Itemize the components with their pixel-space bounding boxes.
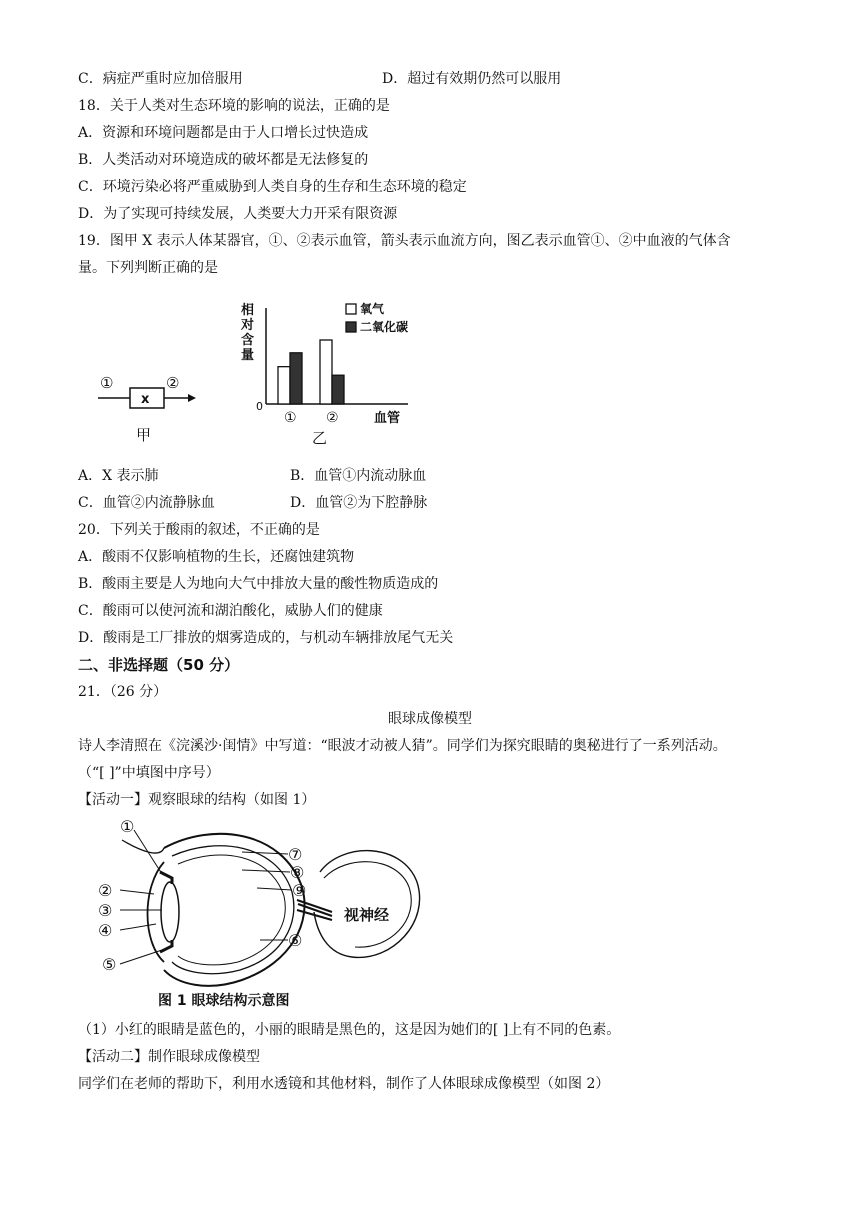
figure-1-caption: 图 1 眼球结构示意图 — [158, 993, 290, 1009]
q18-stem: 18．关于人类对生态环境的影响的说法，正确的是 — [78, 98, 390, 114]
q20-option-d: D．酸雨是工厂排放的烟雾造成的，与机动车辆排放尾气无关 — [78, 630, 454, 646]
eye-label-4: ④ — [98, 921, 113, 940]
x-axis-label: 血管 — [374, 411, 401, 426]
eye-label-6: ⑥ — [288, 931, 303, 950]
q18-option-d: D．为了实现可持续发展，人类要大力开采有限资源 — [78, 206, 398, 222]
section-heading: 二、非选择题（50 分） — [78, 656, 240, 674]
q21-number: 21．（26 分） — [78, 684, 168, 700]
bar-group — [278, 340, 344, 404]
optic-nerve-sheath — [314, 851, 420, 958]
q20-option-a: A．酸雨不仅影响植物的生长，还腐蚀建筑物 — [78, 549, 355, 565]
y-axis-label-char-3: 含 — [241, 333, 255, 348]
eye-label-9: ⑨ — [292, 881, 307, 900]
optic-nerve-label: 视神经 — [344, 906, 390, 924]
q18-option-c: C．环境污染必将严重威胁到人类自身的生存和生态环境的稳定 — [78, 179, 467, 195]
legend-oxygen-label: 氧气 — [360, 302, 385, 316]
bar-oxygen-vessel-1 — [278, 367, 290, 404]
q18-option-a: A．资源和环境问题都是由于人口增长过快造成 — [78, 125, 369, 141]
q21-activity2-desc: 同学们在老师的帮助下，利用水透镜和其他材料，制作了人体眼球成像模型（如图 2） — [78, 1076, 610, 1092]
q20-option-b: B．酸雨主要是人为地向大气中排放大量的酸性物质造成的 — [78, 576, 439, 592]
q19-stem-line1: 19．图甲 X 表示人体某器官，①、②表示血管，箭头表示血流方向，图乙表示血管①、②中血液的气体含 — [78, 233, 731, 249]
lens — [161, 882, 179, 942]
q17-option-c: C．病症严重时应加倍服用 — [78, 71, 243, 87]
leader-9 — [257, 888, 292, 890]
q21-note: （“[ ]”中填图中序号） — [78, 765, 220, 781]
q19-option-c: C．血管②内流静脉血 — [78, 495, 215, 511]
eye-label-3: ③ — [98, 901, 113, 920]
q17-option-d: D．超过有效期仍然可以服用 — [382, 71, 562, 87]
eye-label-5: ⑤ — [102, 955, 117, 974]
q21-activity2: 【活动二】制作眼球成像模型 — [78, 1049, 260, 1065]
y-axis-label-char-1: 相 — [241, 303, 255, 318]
y-axis-label-char-4: 量 — [241, 348, 255, 363]
q20-option-c: C．酸雨可以使河流和湖泊酸化，威胁人们的健康 — [78, 603, 383, 619]
legend-oxygen-swatch — [346, 304, 356, 314]
q21-intro: 诗人李清照在《浣溪沙·闺情》中写道：“眼波才动被人猜”。同学们为探究眼睛的奥秘进行了一系列活动。 — [78, 738, 727, 754]
eye-label-2: ② — [98, 881, 113, 900]
q19-option-a: A．X 表示肺 — [78, 468, 159, 484]
figure-jia-vessel-out: ② — [166, 374, 180, 392]
figure-jia-arrowhead — [188, 394, 196, 402]
legend-co2-label: 二氧化碳 — [360, 320, 409, 334]
bar-oxygen-vessel-2 — [320, 340, 332, 404]
q20-stem: 20．下列关于酸雨的叙述，不正确的是 — [78, 522, 320, 538]
leader-2 — [120, 890, 154, 894]
figure-jia-caption: 甲 — [136, 426, 152, 444]
figure-jia — [90, 360, 200, 450]
x-tick-label-2: ② — [326, 410, 339, 426]
x-tick-label-1: ① — [284, 410, 297, 426]
q21-activity1: 【活动一】观察眼球的结构（如图 1） — [78, 792, 316, 808]
eyelid — [122, 840, 164, 853]
q19-stem-line2: 量。下列判断正确的是 — [78, 260, 218, 276]
eye-label-8: ⑧ — [290, 863, 305, 882]
bar-co2-vessel-2 — [332, 375, 344, 404]
q21-sub1: （1）小红的眼睛是蓝色的，小丽的眼睛是黑色的，这是因为她们的[ ]上有不同的色素。 — [78, 1022, 621, 1038]
leader-8 — [242, 870, 290, 872]
legend-co2-swatch — [346, 322, 356, 332]
leader-1 — [134, 830, 162, 874]
figure-1-eye-diagram — [92, 812, 432, 1012]
axis-origin-label: 0 — [256, 400, 263, 413]
q21-title: 眼球成像模型 — [388, 711, 472, 727]
figure-jia-organ-label: x — [141, 392, 150, 407]
figure-jia-vessel-in: ① — [100, 374, 114, 392]
figure-yi-chart — [236, 298, 456, 448]
eye-label-1: ① — [120, 817, 135, 836]
bar-co2-vessel-1 — [290, 353, 302, 404]
q19-option-b: B．血管①内流动脉血 — [290, 468, 427, 484]
leader-7 — [242, 852, 288, 854]
optic-nerve-inner — [324, 862, 411, 948]
leader-5 — [120, 950, 162, 964]
y-axis-label-char-2: 对 — [241, 318, 255, 333]
figure-yi-caption: 乙 — [312, 429, 328, 447]
q19-option-d: D．血管②为下腔静脉 — [290, 495, 428, 511]
choroid-layer — [172, 846, 294, 974]
q18-option-b: B．人类活动对环境造成的破坏都是无法修复的 — [78, 152, 369, 168]
leader-4 — [120, 924, 156, 930]
eye-label-7: ⑦ — [288, 845, 303, 864]
